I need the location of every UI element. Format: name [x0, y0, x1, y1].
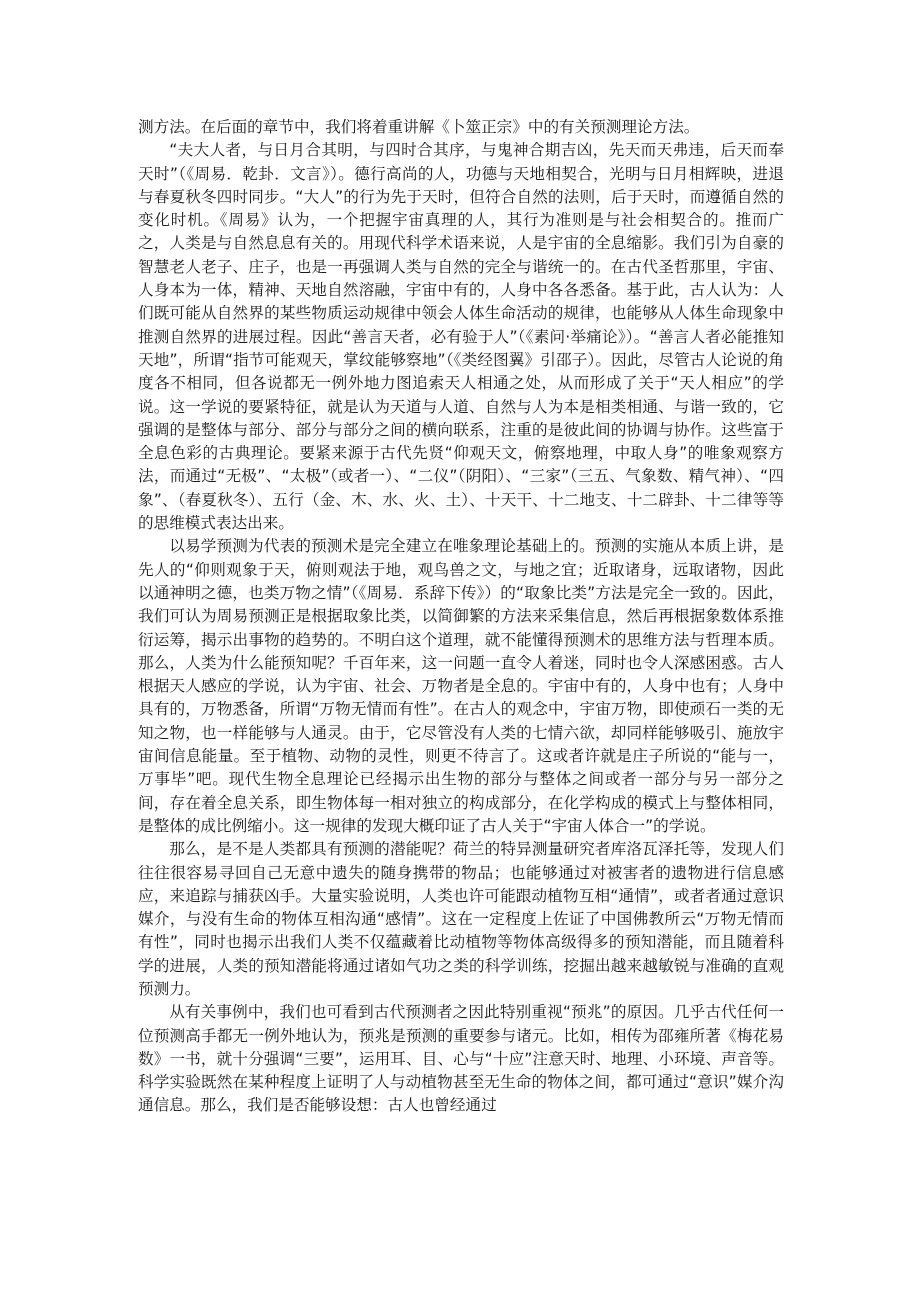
paragraph-4: 那么，是不是人类都具有预测的潜能呢？荷兰的特异测量研究者库洛瓦泽托等，发现人们往往很容易寻回自己无意中遗失的随身携带的物品；也能够通过对被害者的遗物进行信息感应，来追踪与捕获凶手。大量实验说明，人类也许可能跟动植物互相“通情”，或者者通过意识媒介，与没有生命的物体互相沟通“感情”。这在一定程度上佐证了中国佛教所云“万物无情而有性”，同时也揭示出我们人类不仅蕴藏着比动植物等物体高级得多的预知潜能，而且随着科学的进展，人类的预知潜能将通过诸如气功之类的科学训练，挖掘出越来越敏锐与准确的直观预测力。	[138, 840, 784, 998]
paragraph-2: “夫大人者，与日月合其明，与四时合其序，与鬼神合期吉凶，先天而天弗违，后天而奉天时”（《周易．乾卦．文言》）。德行高尚的人，功德与天地相契合，光明与日月相辉映，进退与春夏秋冬四时同步。“大人”的行为先于天时，但符合自然的法则，后于天时，而遵循自然的变化时机。《周易》认为，一个把握宇宙真理的人，其行为准则是与社会相契合的。推而广之，人类是与自然息息有关的。用现代科学术语来说，人是宇宙的全息缩影。我们引为自豪的智慧老人老子、庄子，也是一再强调人类与自然的完全与谐统一的。在古代圣哲那里，宇宙、人身本为一体，精神、天地自然溶融，宇宙中有的，人身中各各悉备。基于此，古人认为：人们既可能从自然界的某些物质运动规律中领会人体生命活动的规律，也能够从人体生命现象中推测自然界的进展过程。因此“善言天者，必有验于人”（《素问·举痛论》）。“善言人者必能推知天地”，所谓“指节可能观天，掌纹能够察地”（《类经图翼》引邵子）。因此，尽管古人论说的角度各不相同，但各说都无一例外地力图追索天人相通之处，从而形成了关于“天人相应”的学说。这一学说的要紧特征，就是认为天道与人道、自然与人为本是相类相通、与谐一致的，它强调的是整体与部分、部分与部分之间的横向联系，注重的是彼此间的协调与协作。这些富于全息色彩的古典理论。要紧来源于古代先贤“仰观天文，俯察地理，中取人身”的唯象观察方法，而通过“无极”、“太极”（或者一）、“二仪”（阴阳）、“三家”（三五、气象数、精气神）、“四象”、（春夏秋冬）、五行（金、木、水、火、土）、十天干、十二地支、十二辟卦、十二律等等的思维模式表达出来。	[138, 141, 784, 533]
paragraph-5: 从有关事例中，我们也可看到古代预测者之因此特别重视“预兆”的原因。几乎古代任何一位预测高手都无一例外地认为，预兆是预测的重要参与诸元。比如，相传为邵雍所著《梅花易数》一书，就十分强调“三要”，运用耳、目、心与“十应”注意天时、地理、小环境、声音等。科学实验既然在某种程度上证明了人与动植物甚至无生命的物体之间，都可通过“意识”媒介沟通信息。那么，我们是否能够设想：古人也曾经通过	[138, 1003, 784, 1115]
paragraph-3: 以易学预测为代表的预测术是完全建立在唯象理论基础上的。预测的实施从本质上讲，是先人的“仰则观象于天，俯则观法于地，观鸟兽之文，与地之宜；近取诸身，远取诸物，因此以通神明之德，也类万物之情”（《周易．系辞下传》）的“取象比类”方法是完全一致的。因此，我们可认为周易预测正是根据取象比类，以简御繁的方法来采集信息，然后再根据象数体系推衍运筹，揭示出事物的趋势的。不明白这个道理，就不能懂得预测术的思维方法与哲理本质。那么，人类为什么能预知呢？千百年来，这一问题一直令人着迷，同时也令人深感困惑。古人根据天人感应的学说，认为宇宙、社会、万物者是全息的。宇宙中有的，人身中也有；人身中具有的，万物悉备，所谓“万物无情而有性”。在古人的观念中，宇宙万物，即使顽石一类的无知之物，也一样能够与人通灵。由于，它尽管没有人类的七情六欲，却同样能够吸引、施放宇宙间信息能量。至于植物、动物的灵性，则更不待言了。这或者许就是庄子所说的“能与一，万事毕”吧。现代生物全息理论已经揭示出生物的部分与整体之间或者一部分与另一部分之间，存在着全息关系，即生物体每一相对独立的构成部分，在化学构成的模式上与整体相同，是整体的成比例缩小。这一规律的发现大概印证了古人关于“宇宙人体合一”的学说。	[138, 537, 784, 835]
document-body	[138, 116, 784, 1118]
paragraph-1: 测方法。在后面的章节中，我们将着重讲解《卜筮正宗》中的有关预测理论方法。	[138, 118, 700, 136]
